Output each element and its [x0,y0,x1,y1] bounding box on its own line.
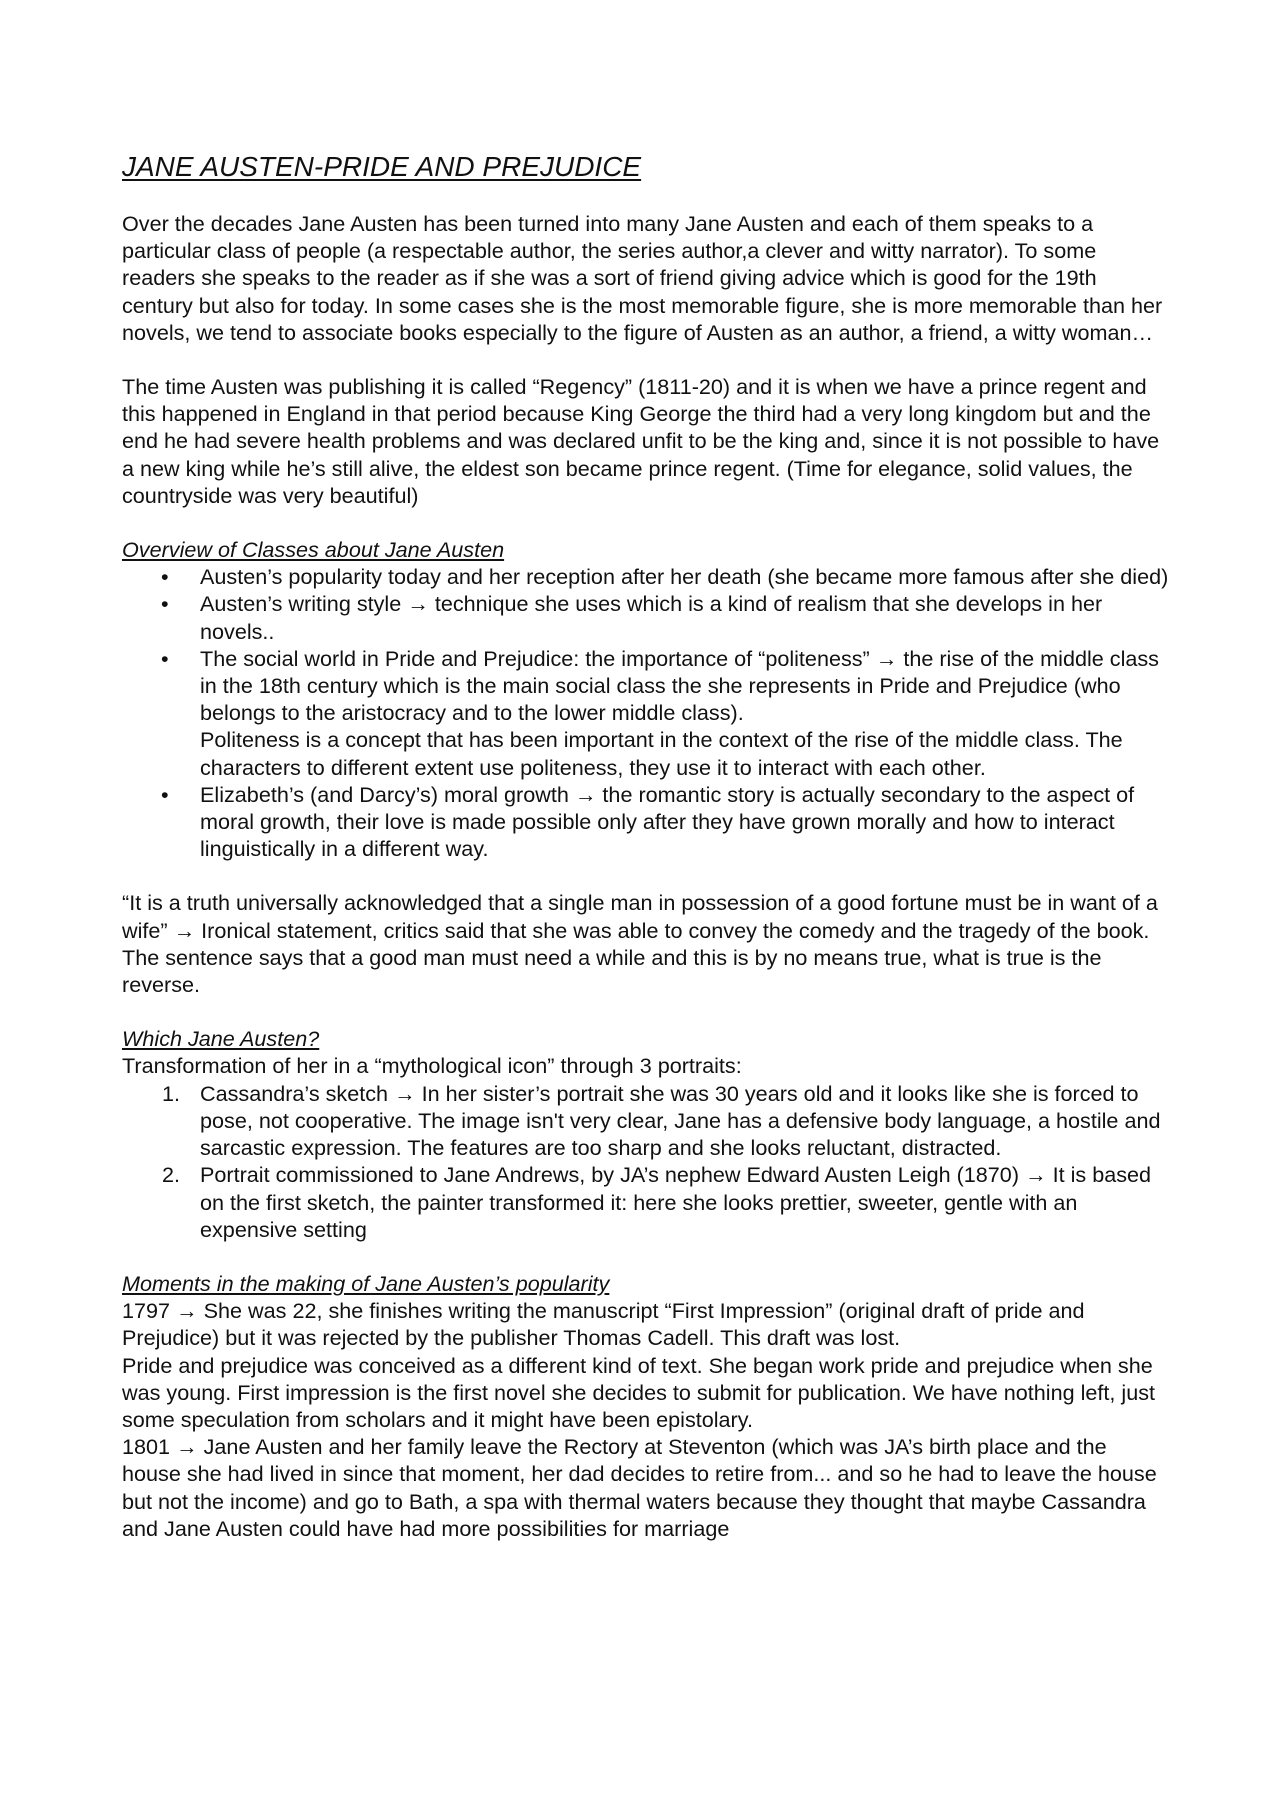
overview-heading: Overview of Classes about Jane Austen [122,537,505,563]
list-item-text: Austen’s writing style → technique she uses which is a kind of realism that she develops in her novels.. [200,591,1103,644]
list-item [122,563,1170,590]
moments-1801: 1801 → Jane Austen and her family leave the Rectory at Steventon (which was JA’s birth place and the house she had lived in since that moment, her dad decides to retire from... and so he had to leave the house but not the income) and go to Bath, a spa with thermal waters because they thought that maybe Cassandra and Jane Austen could have had more possibilities for marriage [122,1434,1157,1541]
bullet-icon: • [161,564,169,590]
list-item-continuation: Politeness is a concept that has been important in the context of the rise of the middle class. The characters to different extent use politeness, they use it to interact with each other. [200,727,1123,780]
moments-1797: 1797 → She was 22, she finishes writing the manuscript “First Impression” (original draft of pride and Prejudice) but it was rejected by the publisher Thomas Cadell. This draft was lost. [122,1298,1085,1351]
list-item-text: Cassandra’s sketch → In her sister’s portrait she was 30 years old and it looks like she is forced to pose, not cooperative. The image isn't very clear, Jane has a defensive body language, a hostile and sarcastic expression. The features are too sharp and she looks reluctant, distracted. [200,1080,1161,1161]
bullet-icon: • [161,591,169,617]
list-item [122,1080,1170,1162]
quote-paragraph: “It is a truth universally acknowledged that a single man in possession of a good fortune must be in want of a wife” → Ironical statement, critics said that she was able to convey the comedy and the tragedy of the book. The sentence says that a good man must need a while and this is by no means true, what is true is the reverse. [122,890,1158,998]
bullet-icon: • [161,645,169,671]
list-item-text: The social world in Pride and Prejudice: the importance of “politeness” → the rise of the middle class in the 18th century which is the main social class the she represents in Pride and Prejudice (who belongs to the aristocracy and to the lower middle class). [200,645,1159,726]
regency-paragraph: The time Austen was publishing it is called “Regency” (1811-20) and it is when we have a prince regent and this happened in England in that period because King George the third had a very long kingdom but and the end he had severe health problems and was declared unfit to be the king and, since it is not possible to have a new king while he’s still alive, the eldest son became prince regent. (Time for elegance, solid values, the countryside was very beautiful) [122,374,1160,508]
bullet-icon: • [161,781,169,807]
list-number: 2. [162,1162,181,1188]
list-item [122,645,1170,781]
document-page [122,150,1170,1542]
which-intro: Transformation of her in a “mythological icon” through 3 portraits: [122,1053,742,1079]
list-item-text: Austen’s popularity today and her reception after her death (she became more famous after she died) [200,564,1169,590]
moments-heading: Moments in the making of Jane Austen’s popularity [122,1270,610,1296]
intro-paragraph: Over the decades Jane Austen has been turned into many Jane Austen and each of them speaks to a particular class of people (a respectable author, the series author,a clever and witty narrator). To some readers she speaks to the reader as if she was a sort of friend giving advice which is good for the 19th century but also for today. In some cases she is the most memorable figure, she is more memorable than her novels, we tend to associate books especially to the figure of Austen as an author, a friend, a witty woman… [122,211,1163,345]
list-item [122,1161,1170,1243]
list-item [122,781,1170,863]
page-title: JANE AUSTEN-PRIDE AND PREJUDICE [122,151,642,182]
which-heading: Which Jane Austen? [122,1026,320,1052]
moments-conceived: Pride and prejudice was conceived as a different kind of text. She began work pride and prejudice when she was young. First impression is the first novel she decides to submit for publication. We have nothing left, just some speculation from scholars and it might have been epistolary. [122,1352,1155,1432]
list-item-text: Portrait commissioned to Jane Andrews, by JA’s nephew Edward Austen Leigh (1870) → It is based on the first sketch, the painter transformed it: here she looks prettier, sweeter, gentle with an expensive setting [200,1162,1152,1242]
list-number: 1. [162,1080,181,1106]
portraits-list [122,1080,1170,1243]
overview-list [122,563,1170,862]
list-item [122,590,1170,644]
list-item-text: Elizabeth’s (and Darcy’s) moral growth → the romantic story is actually secondary to the aspect of moral growth, their love is made possible only after they have grown morally and how to interact linguistically in a different way. [200,781,1135,862]
